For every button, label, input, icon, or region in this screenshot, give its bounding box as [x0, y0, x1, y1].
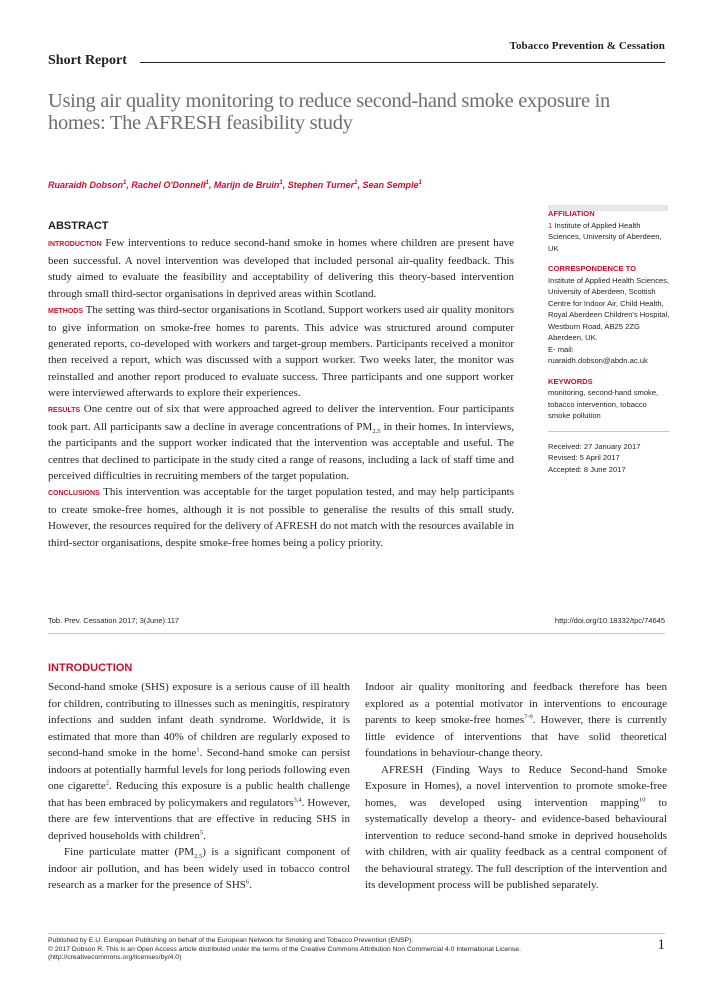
license-link[interactable]: (http://creativecommons.org/licenses/by/4.0) — [48, 954, 182, 962]
journal-name: Tobacco Prevention & Cessation — [509, 40, 665, 52]
author-name[interactable]: Sean Semple — [362, 180, 419, 190]
author-name[interactable]: Stephen Turner — [287, 180, 355, 190]
correspondence-heading: CORRESPONDENCE TO — [548, 264, 637, 273]
page-number: 1 — [657, 937, 665, 953]
copyright-line: © 2017 Dobson R. This is an Open Access article distributed under the terms of the Creative Commons Attribution Non Commercial 4.0 International License. — [48, 945, 521, 953]
keywords-heading: KEYWORDS — [548, 376, 593, 386]
author-name[interactable]: Rachel O'Donnell — [131, 180, 206, 190]
abstract-heading: ABSTRACT — [48, 220, 109, 232]
abstract-label: INTRODUCTION — [48, 241, 102, 248]
accepted-date: Accepted: 8 June 2017 — [548, 464, 626, 474]
revised-date: Revised: 5 April 2017 — [548, 453, 620, 462]
abstract-label: CONCLUSIONS — [48, 490, 100, 498]
article-dates — [548, 431, 670, 476]
abstract-results: RESULTS One centre out of six that were approached agreed to deliver the intervention. Four participants took part. All participants saw a decline in average concentrations of $PM_{2.5}$ in their homes. In interviews, the participants and the support worker indicated that the intervention was acceptable and useful. The centres that declined to participate in the study cited a range of reasons, including a lack of staff time and perceived difficulties in recruiting members of the target population. — [48, 403, 515, 482]
affiliation-text: 1 Institute of Applied Health Sciences, University of Aberdeen, UK — [548, 220, 662, 253]
body-paragraph: Fine particulate matter $(PM_{2.5})$ is a significant component of indoor air pollution, and has been widely used in tobacco control research as a marker for the presence of SHS$^6$. — [48, 846, 350, 891]
author-affil: 1 — [123, 180, 127, 186]
author-name[interactable]: Marijn de Bruin — [213, 180, 280, 190]
keywords-text: monitoring, second-hand smoke, tobacco intervention, tobacco smoke pollution — [548, 388, 659, 420]
body-paragraph: Second-hand smoke (SHS) exposure is a serious cause of ill health for children, contributing to illnesses such as meningitis, respiratory infections and sudden infant death syndrome. Worldwide, it is estimated that more than 40% of children are regularly exposed to second-hand smoke in the home$^1$. Second-hand smoke can persist indoors at potentially harmful levels for long periods following even one cigarette$^2$. Reducing this exposure is a public health challenge that has been embraced by policymakers and regulators$^{3,4}$. However, there are few interventions that are effective in reducing SHS in deprived households with children$^5$. — [48, 681, 351, 842]
section-label: Short Report — [48, 53, 127, 68]
author-list: Ruaraidh Dobson$^1$, Rachel O'Donnell$^1$, Marijn de Bruin$^1$, Stephen Turner$^1$, Sean Semple$^1$ — [48, 180, 422, 190]
correspondence-text: Institute of Applied Health Sciences, University of Aberdeen, Scottish Centre for Indoor Air, Child Health, Royal Aberdeen Children's Hospital, Westburn Road, AB25 2ZG Aberdeen, UK. — [548, 275, 670, 342]
doi-link[interactable]: http://doi.org/10.18332/tpc/74645 — [554, 616, 665, 625]
author-affil: 1 — [279, 180, 283, 186]
abstract-introduction: INTRODUCTION Few interventions to reduce second-hand smoke in homes where children are present have been successful. A novel intervention was developed that included personal air-quality feedback. This study aimed to evaluate the feasibility and acceptability of delivering this theory-based intervention through small third-sector organisations in deprived areas within Scotland. — [48, 237, 515, 300]
publisher-line: Published by E.U. European Publishing on behalf of the European Network for Smoking and Tobacco Prevention (ENSP). — [48, 937, 414, 944]
citation-rule — [48, 633, 665, 634]
abstract-methods: METHODS The setting was third-sector organisations in Scotland. Support workers used air quality monitors to give information on smoke-free homes to parents. This advice was structured around computer generated reports, co-developed with workers and target-group members. Participants received a monitor then received a report, which was discussed with a support worker. Two weeks later, the monitor was reinstalled and another report produced to evaluate success. Three participants and one support worker were interviewed afterwards to explore their experiences. — [48, 303, 514, 399]
introduction-heading: INTRODUCTION — [48, 662, 133, 674]
article-title: Using air quality monitoring to reduce second-hand smoke exposure in homes: The AFRESH feasibility study — [48, 90, 611, 134]
abstract-label: RESULTS — [48, 407, 81, 415]
body-paragraph: Indoor air quality monitoring and feedback therefore has been explored as a potential motivator in interventions to encourage parents to keep smoke-free homes$^{7-9}$. However, there is currently little evidence of interventions that have solid theoretical foundations in behaviour-change theory. — [365, 681, 668, 759]
author-affil: 1 — [418, 180, 422, 186]
body-paragraph: AFRESH (Finding Ways to Reduce Second-hand Smoke Exposure in Homes), a novel intervention to promote smoke-free homes, was developed using intervention mapping$^{10}$ to systematically develop a theory- and evidence-based behavioural intervention to reduce second-hand smoke in deprived households with children, with air quality feedback as a central component of the behavioural strategy. The full description of the intervention and its development process will be published separately. — [365, 763, 668, 891]
author-affil: 1 — [354, 180, 358, 186]
abstract-conclusions: CONCLUSIONS This intervention was acceptable for the target population tested, and may help participants to create smoke-free homes, although it is not possible to generalise the results of this small study. However, the resources required for the delivery of AFRESH do not match with the resources available in third-sector organisations, despite smoke-free homes being a policy priority. — [48, 486, 515, 549]
section-rule — [140, 62, 665, 63]
body-column-left — [48, 679, 350, 894]
abstract-body — [48, 235, 514, 551]
received-date: Received: 27 January 2017 — [548, 441, 641, 451]
footer-rule — [48, 933, 665, 934]
body-column-right — [365, 679, 667, 894]
author-name[interactable]: Ruaraidh Dobson — [48, 180, 124, 190]
license-footer — [48, 937, 638, 963]
abstract-label: METHODS — [48, 307, 83, 315]
citation-line: Tob. Prev. Cessation 2017; 3(June):117 — [48, 616, 180, 625]
affiliation-heading: AFFILIATION — [548, 209, 595, 218]
correspondence-email[interactable]: E- mail: ruaraidh.dobson@abdn.ac.uk — [548, 344, 648, 365]
author-affil: 1 — [205, 180, 209, 186]
sidebar — [548, 208, 670, 475]
